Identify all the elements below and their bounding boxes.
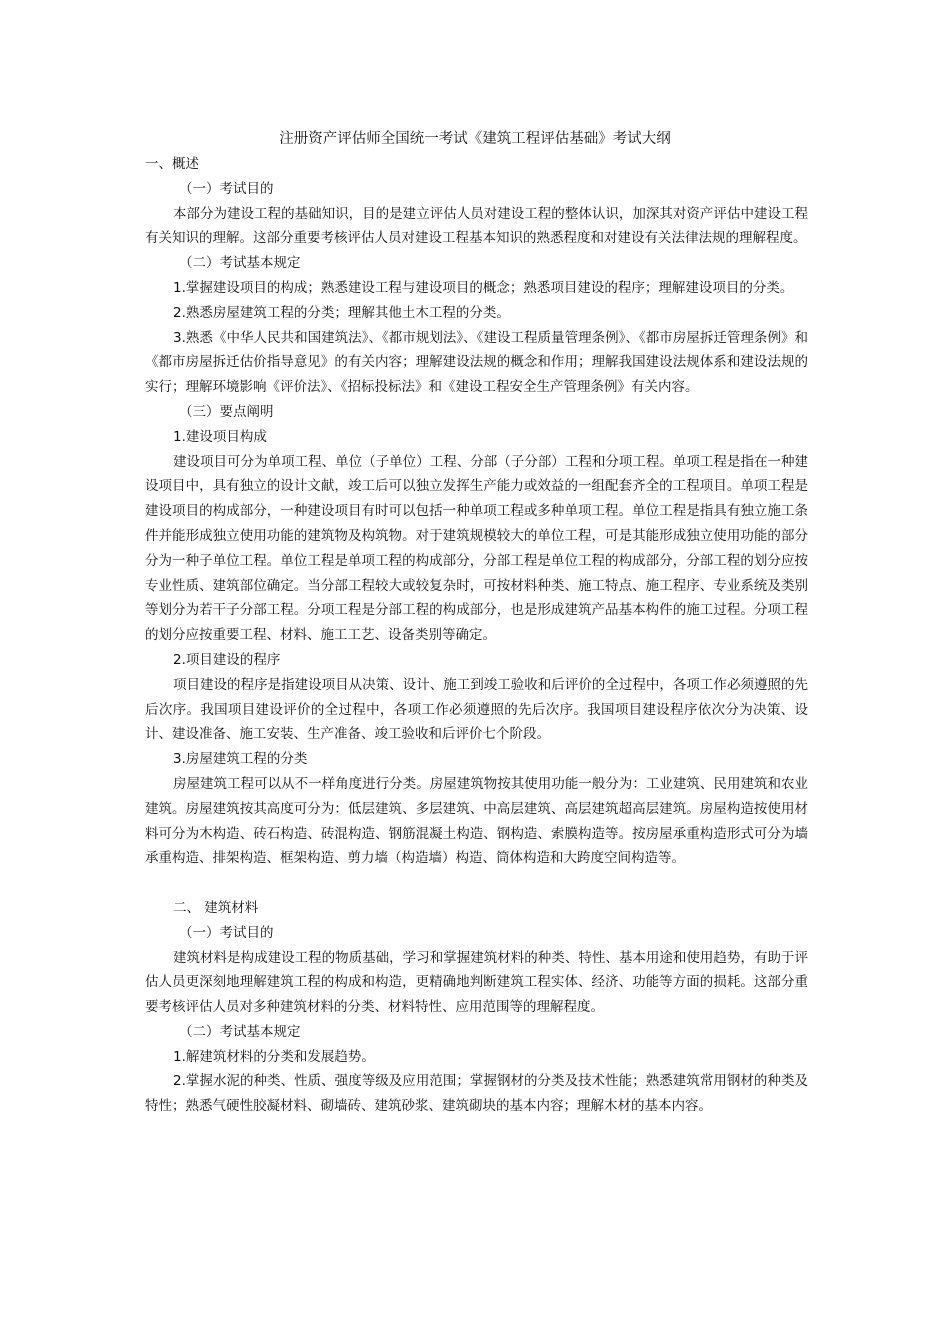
requirement-item: 1.掌握建设项目的构成；熟悉建设工程与建设项目的概念；熟悉项目建设的程序；理解建设项目的分类。 xyxy=(173,279,794,296)
section-heading: 一、概述 xyxy=(145,156,199,172)
paragraph-gap xyxy=(145,871,808,896)
requirement-item: 2.熟悉房屋建筑工程的分类；理解其他土木工程的分类。 xyxy=(173,304,510,321)
paragraph: 建筑材料是构成建设工程的物质基础，学习和掌握建筑材料的种类、特性、基本用途和使用趋势，有助于评估人员更深刻地理解建筑工程的构成和构造，更精确地判断建筑工程实体、经济、功能等方面的损耗。这部分重要考核评估人员对多种建筑材料的分类、材料特性、应用范围等的理解程度。 xyxy=(145,949,808,1016)
paragraph: 本部分为建设工程的基础知识，目的是建立评估人员对建设工程的整体认识，加深其对资产评估中建设工程有关知识的理解。这部分重要考核评估人员对建设工程基本知识的熟悉程度和对建设有关法律法规的理解程度。 xyxy=(145,205,808,247)
requirement-item: 3.熟悉《中华人民共和国建筑法》、《都市规划法》、《建设工程质量管理条例》、《都市房屋拆迁管理条例》和《都市房屋拆迁估价指导意见》的有关内容；理解建设法规的概念和作用；理解我国建设法规体系和建设法规的实行；理解环境影响《评价法》、《招标投标法》和《建设工程安全生产管理条例》有关内容。 xyxy=(145,329,808,396)
paragraph: 建设项目可分为单项工程、单位（子单位）工程、分部（子分部）工程和分项工程。单项工程是指在一种建设项目中，具有独立的设计文献，竣工后可以独立发挥生产能力或效益的一组配套齐全的工程项目。单项工程是建设项目的构成部分，一种建设项目有时可以包括一种单项工程或多种单项工程。单位工程是指具有独立施工条件并能形成独立使用功能的建筑物及构筑物。对于建筑规模较大的单位工程，可是其能形成独立使用功能的部分分为一种子单位工程。单位工程是单项工程的构成部分，分部工程是单位工程的构成部分，分部工程的划分应按专业性质、建筑部位确定。当分部工程较大或较复杂时，可按材料种类、施工特点、施工程序、专业系统及类别等划分为若干子分部工程。分项工程是分部工程的构成部分，也是形成建筑产品基本构件的施工过程。分项工程的划分应按重要工程、材料、施工工艺、设备类别等确定。 xyxy=(145,453,808,644)
point-heading: 2.项目建设的程序 xyxy=(173,651,281,668)
subsection-heading: （一）考试目的 xyxy=(179,180,274,197)
subsection-heading: （二）考试基本规定 xyxy=(179,255,301,272)
subsection-heading: （一）考试目的 xyxy=(179,924,274,941)
document-body xyxy=(145,152,808,1119)
subsection-heading: （三）要点阐明 xyxy=(179,403,274,420)
point-heading: 1.建设项目构成 xyxy=(173,428,267,445)
requirement-item: 1.解建筑材料的分类和发展趋势。 xyxy=(173,1048,375,1065)
paragraph: 项目建设的程序是指建设项目从决策、设计、施工到竣工验收和后评价的全过程中，各项工作必须遵照的先后次序。我国项目建设评价的全过程中，各项工作必须遵照的先后次序。我国项目建设程序依次分为决策、设计、建设准备、施工安装、生产准备、竣工验收和后评价七个阶段。 xyxy=(145,676,808,743)
paragraph: 房屋建筑工程可以从不一样角度进行分类。房屋建筑物按其使用功能一般分为：工业建筑、民用建筑和农业建筑。房屋建筑按其高度可分为：低层建筑、多层建筑、中高层建筑、高层建筑超高层建筑。房屋构造按使用材料可分为木构造、砖石构造、砖混构造、钢筋混凝土构造、钢构造、索膜构造等。按房屋承重构造形式可分为墙承重构造、排架构造、框架构造、剪力墙（构造墙）构造、筒体构造和大跨度空间构造等。 xyxy=(145,775,808,867)
subsection-heading: （二）考试基本规定 xyxy=(179,1023,301,1040)
requirement-item: 2.掌握水泥的种类、性质、强度等级及应用范围；掌握钢材的分类及技术性能；熟悉建筑常用钢材的种类及特性；熟悉气硬性胶凝材料、砌墙砖、建筑砂浆、建筑砌块的基本内容；理解木材的基本内容。 xyxy=(145,1073,808,1115)
section-heading: 二、 建筑材料 xyxy=(173,899,259,916)
document-title: 注册资产评估师全国统一考试《建筑工程评估基础》考试大纲 xyxy=(279,131,671,147)
point-heading: 3.房屋建筑工程的分类 xyxy=(173,751,308,768)
